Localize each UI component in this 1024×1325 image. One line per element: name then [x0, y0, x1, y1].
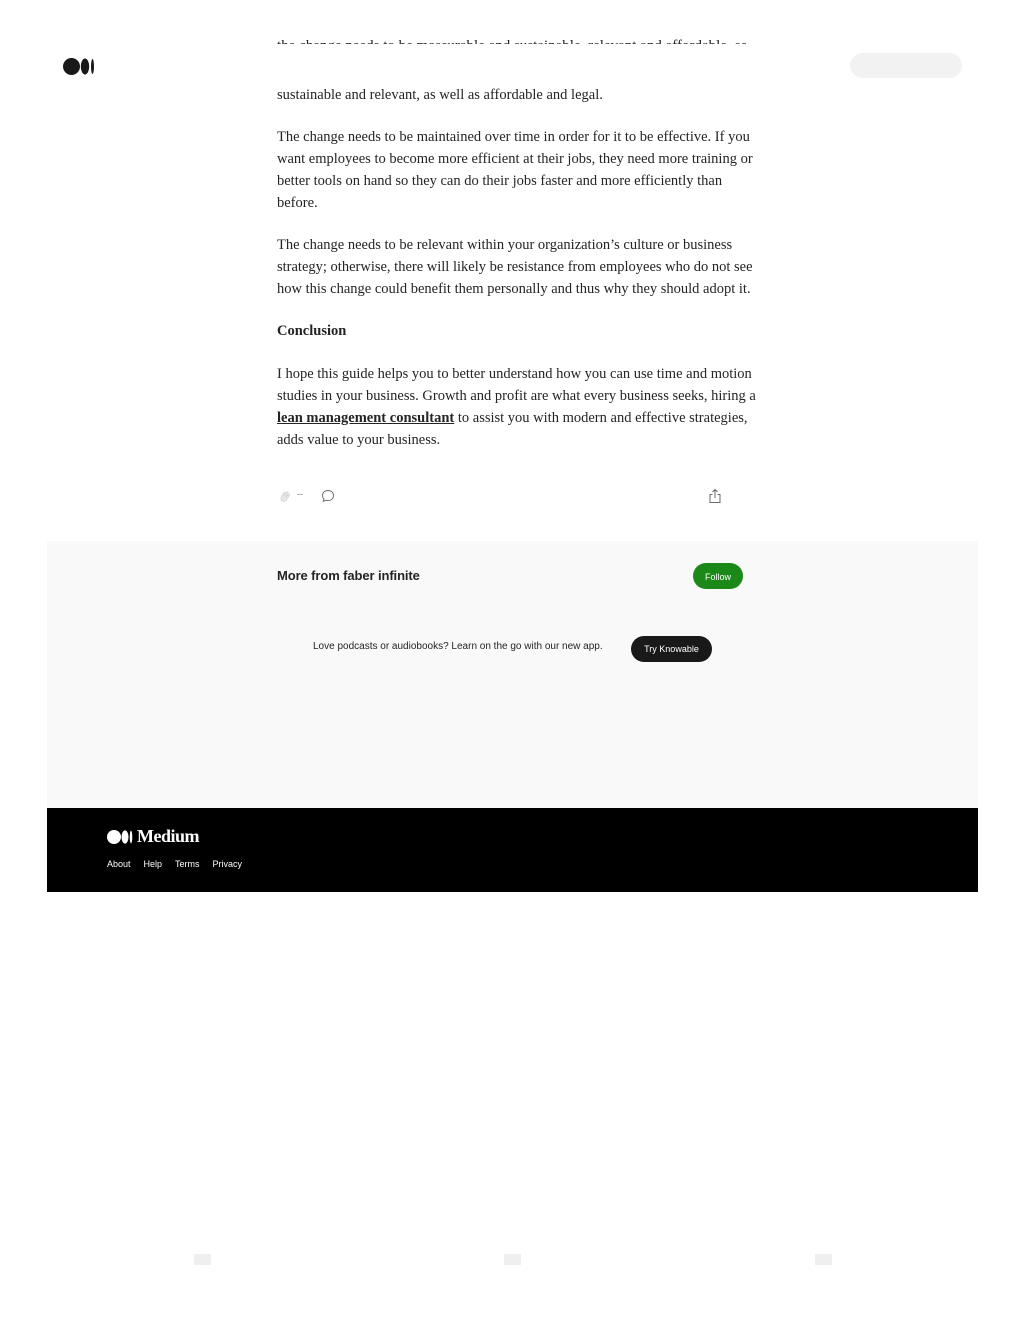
medium-logo-icon[interactable]: [63, 58, 95, 75]
conclusion-text: to assist you with modern and effective strategies, adds value to your business.: [277, 410, 748, 448]
footer-logo[interactable]: [107, 828, 199, 845]
footer-link-help[interactable]: Help: [143, 859, 163, 869]
footer-link-terms[interactable]: Terms: [175, 859, 200, 869]
conclusion-heading: Conclusion: [277, 323, 347, 339]
article-body: [277, 84, 757, 471]
more-from-title: More from faber infinite: [277, 568, 420, 583]
more-from-section: [47, 541, 978, 808]
article-actions: [277, 488, 722, 506]
comment-icon[interactable]: [321, 489, 335, 503]
top-bar: [47, 44, 978, 88]
share-icon[interactable]: [708, 488, 722, 504]
conclusion-text: I hope this guide helps you to better understand how you can use time and motion studies in your business. Growth and profit are what every business seeks, hiring a: [277, 366, 756, 404]
medium-logo-icon: [107, 830, 133, 844]
clap-count: --: [297, 489, 303, 499]
footer-wordmark: Medium: [137, 826, 199, 846]
clap-icon[interactable]: [277, 488, 293, 504]
article-paragraph: The change needs to be relevant within your organization’s culture or business strategy; otherwise, there will likely be resistance from employees who do not see how this change could benefit them personally and thus why they should adopt it.: [277, 237, 753, 297]
footer-links: [107, 859, 242, 869]
footer: [47, 808, 978, 892]
promo-text: Love podcasts or audiobooks? Learn on the go with our new app.: [313, 641, 603, 652]
image-placeholder: [504, 1254, 521, 1265]
search-placeholder[interactable]: [850, 53, 962, 78]
article-paragraph: The change needs to be maintained over time in order for it to be effective. If you want employees to become more efficient at their jobs, they need more training or better tools on hand so they can do their jobs faster and more efficiently than before.: [277, 129, 753, 211]
image-placeholder: [815, 1254, 832, 1265]
article-paragraph: sustainable and relevant, as well as affordable and legal.: [277, 87, 603, 103]
lean-consultant-link[interactable]: lean management consultant: [277, 410, 455, 426]
conclusion-paragraph: [277, 363, 757, 451]
try-knowable-button[interactable]: Try Knowable: [631, 636, 712, 662]
footer-link-privacy[interactable]: Privacy: [212, 859, 243, 869]
follow-button[interactable]: Follow: [693, 563, 743, 589]
footer-link-about[interactable]: About: [107, 859, 131, 869]
image-placeholder: [194, 1254, 211, 1265]
